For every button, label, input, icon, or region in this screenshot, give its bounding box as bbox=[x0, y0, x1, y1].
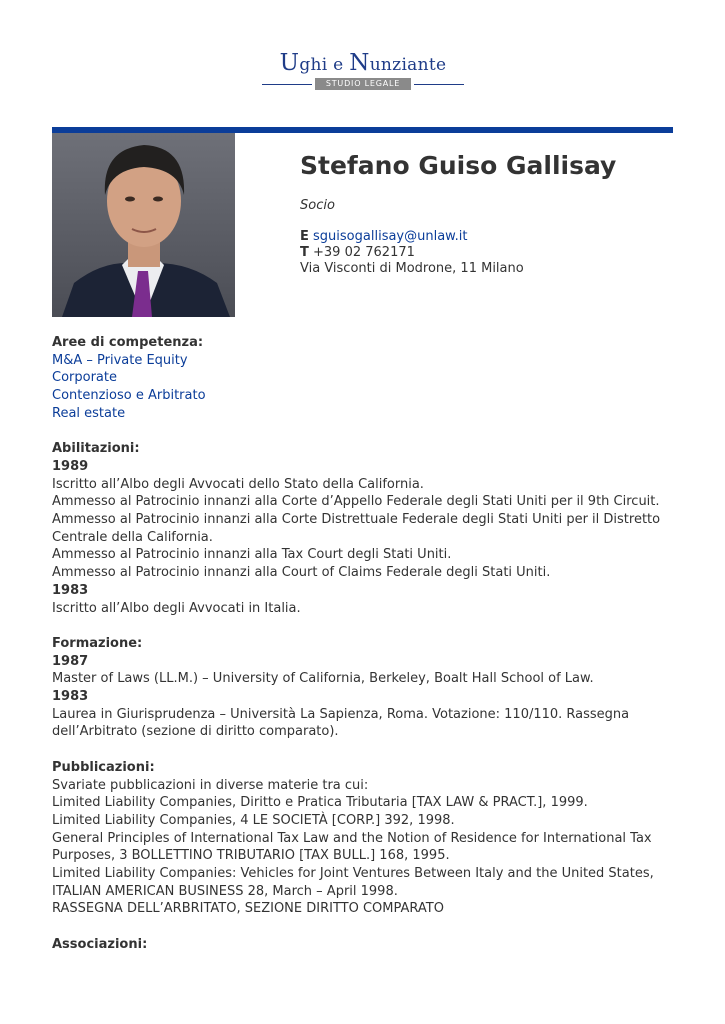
competence-link[interactable]: Corporate bbox=[52, 370, 117, 386]
phone-row bbox=[300, 245, 524, 261]
logo-rule-right bbox=[414, 84, 464, 85]
contact-block bbox=[300, 229, 524, 277]
text-line: Svariate pubblicazioni in diverse materie tra cui: bbox=[52, 777, 369, 793]
section-formazione bbox=[52, 635, 677, 741]
text-line: Ammesso al Patrocinio innanzi alla Tax Court degli Stati Uniti. bbox=[52, 547, 452, 563]
text-line: RASSEGNA DELL’ARBRITATO, SEZIONE DIRITTO COMPARATO bbox=[52, 901, 444, 917]
text-line: Ammesso al Patrocinio innanzi alla Corte Distrettuale Federale degli Stati Uniti per il Distretto Centrale della California. bbox=[52, 512, 661, 545]
logo-rule-left bbox=[262, 84, 312, 85]
email-row bbox=[300, 229, 524, 245]
profile-photo bbox=[52, 133, 235, 317]
section-competenze bbox=[52, 334, 677, 423]
email-label: E bbox=[300, 229, 309, 244]
text-line: Limited Liability Companies, 4 LE SOCIETÀ [CORP.] 392, 1998. bbox=[52, 812, 455, 828]
section-title: Associazioni: bbox=[52, 936, 148, 952]
logo-tagline: STUDIO LEGALE bbox=[315, 78, 411, 90]
year-label: 1983 bbox=[52, 582, 89, 598]
competence-link[interactable]: Contenzioso e Arbitrato bbox=[52, 388, 206, 404]
text-line: Iscritto all’Albo degli Avvocati dello Stato della California. bbox=[52, 476, 424, 492]
year-label: 1989 bbox=[52, 458, 89, 474]
section-title: Pubblicazioni: bbox=[52, 759, 155, 775]
text-line: Limited Liability Companies: Vehicles for Joint Ventures Between Italy and the United States, ITALIAN AMERICAN BUSINESS 28, March – April 1998. bbox=[52, 866, 654, 899]
phone-label: T bbox=[300, 245, 309, 260]
year-label: 1987 bbox=[52, 653, 89, 669]
profile-content bbox=[52, 334, 677, 971]
firm-logo bbox=[262, 52, 464, 90]
text-line: Iscritto all’Albo degli Avvocati in Italia. bbox=[52, 600, 301, 616]
competence-link[interactable]: M&A – Private Equity bbox=[52, 352, 188, 368]
text-line: General Principles of International Tax Law and the Notion of Residence for International Tax Purposes, 3 BOLLETTINO TRIBUTARIO [TAX BULL.] 168, 1995. bbox=[52, 830, 652, 864]
person-role: Socio bbox=[300, 198, 335, 213]
text-line: Laurea in Giurisprudenza – Università La Sapienza, Roma. Votazione: 110/110. Rassegna dell’Arbitrato (sezione di diritto comparato). bbox=[52, 706, 630, 740]
address: Via Visconti di Modrone, 11 Milano bbox=[300, 261, 524, 276]
text-line: Limited Liability Companies, Diritto e Pratica Tributaria [TAX LAW & PRACT.], 1999. bbox=[52, 795, 588, 811]
logo-wordmark: Ughi e Nunziante bbox=[279, 50, 447, 76]
section-associazioni bbox=[52, 936, 677, 954]
section-title: Aree di competenza: bbox=[52, 335, 204, 350]
section-pubblicazioni bbox=[52, 759, 677, 918]
person-name: Stefano Guiso Gallisay bbox=[300, 151, 617, 180]
text-line: Master of Laws (LL.M.) – University of California, Berkeley, Boalt Hall School of Law. bbox=[52, 671, 594, 687]
section-title: Abilitazioni: bbox=[52, 441, 140, 457]
text-line: Ammesso al Patrocinio innanzi alla Court of Claims Federale degli Stati Uniti. bbox=[52, 565, 551, 581]
section-abilitazioni bbox=[52, 440, 677, 617]
email-link[interactable]: sguisogallisay@unlaw.it bbox=[313, 229, 468, 244]
text-line: Ammesso al Patrocinio innanzi alla Corte d’Appello Federale degli Stati Uniti per il 9th Circuit. bbox=[52, 494, 660, 510]
competence-link[interactable]: Real estate bbox=[52, 405, 126, 421]
logo-tagline-row bbox=[262, 78, 464, 90]
year-label: 1983 bbox=[52, 689, 89, 705]
phone-number: +39 02 762171 bbox=[313, 245, 415, 260]
section-title: Formazione: bbox=[52, 635, 143, 651]
